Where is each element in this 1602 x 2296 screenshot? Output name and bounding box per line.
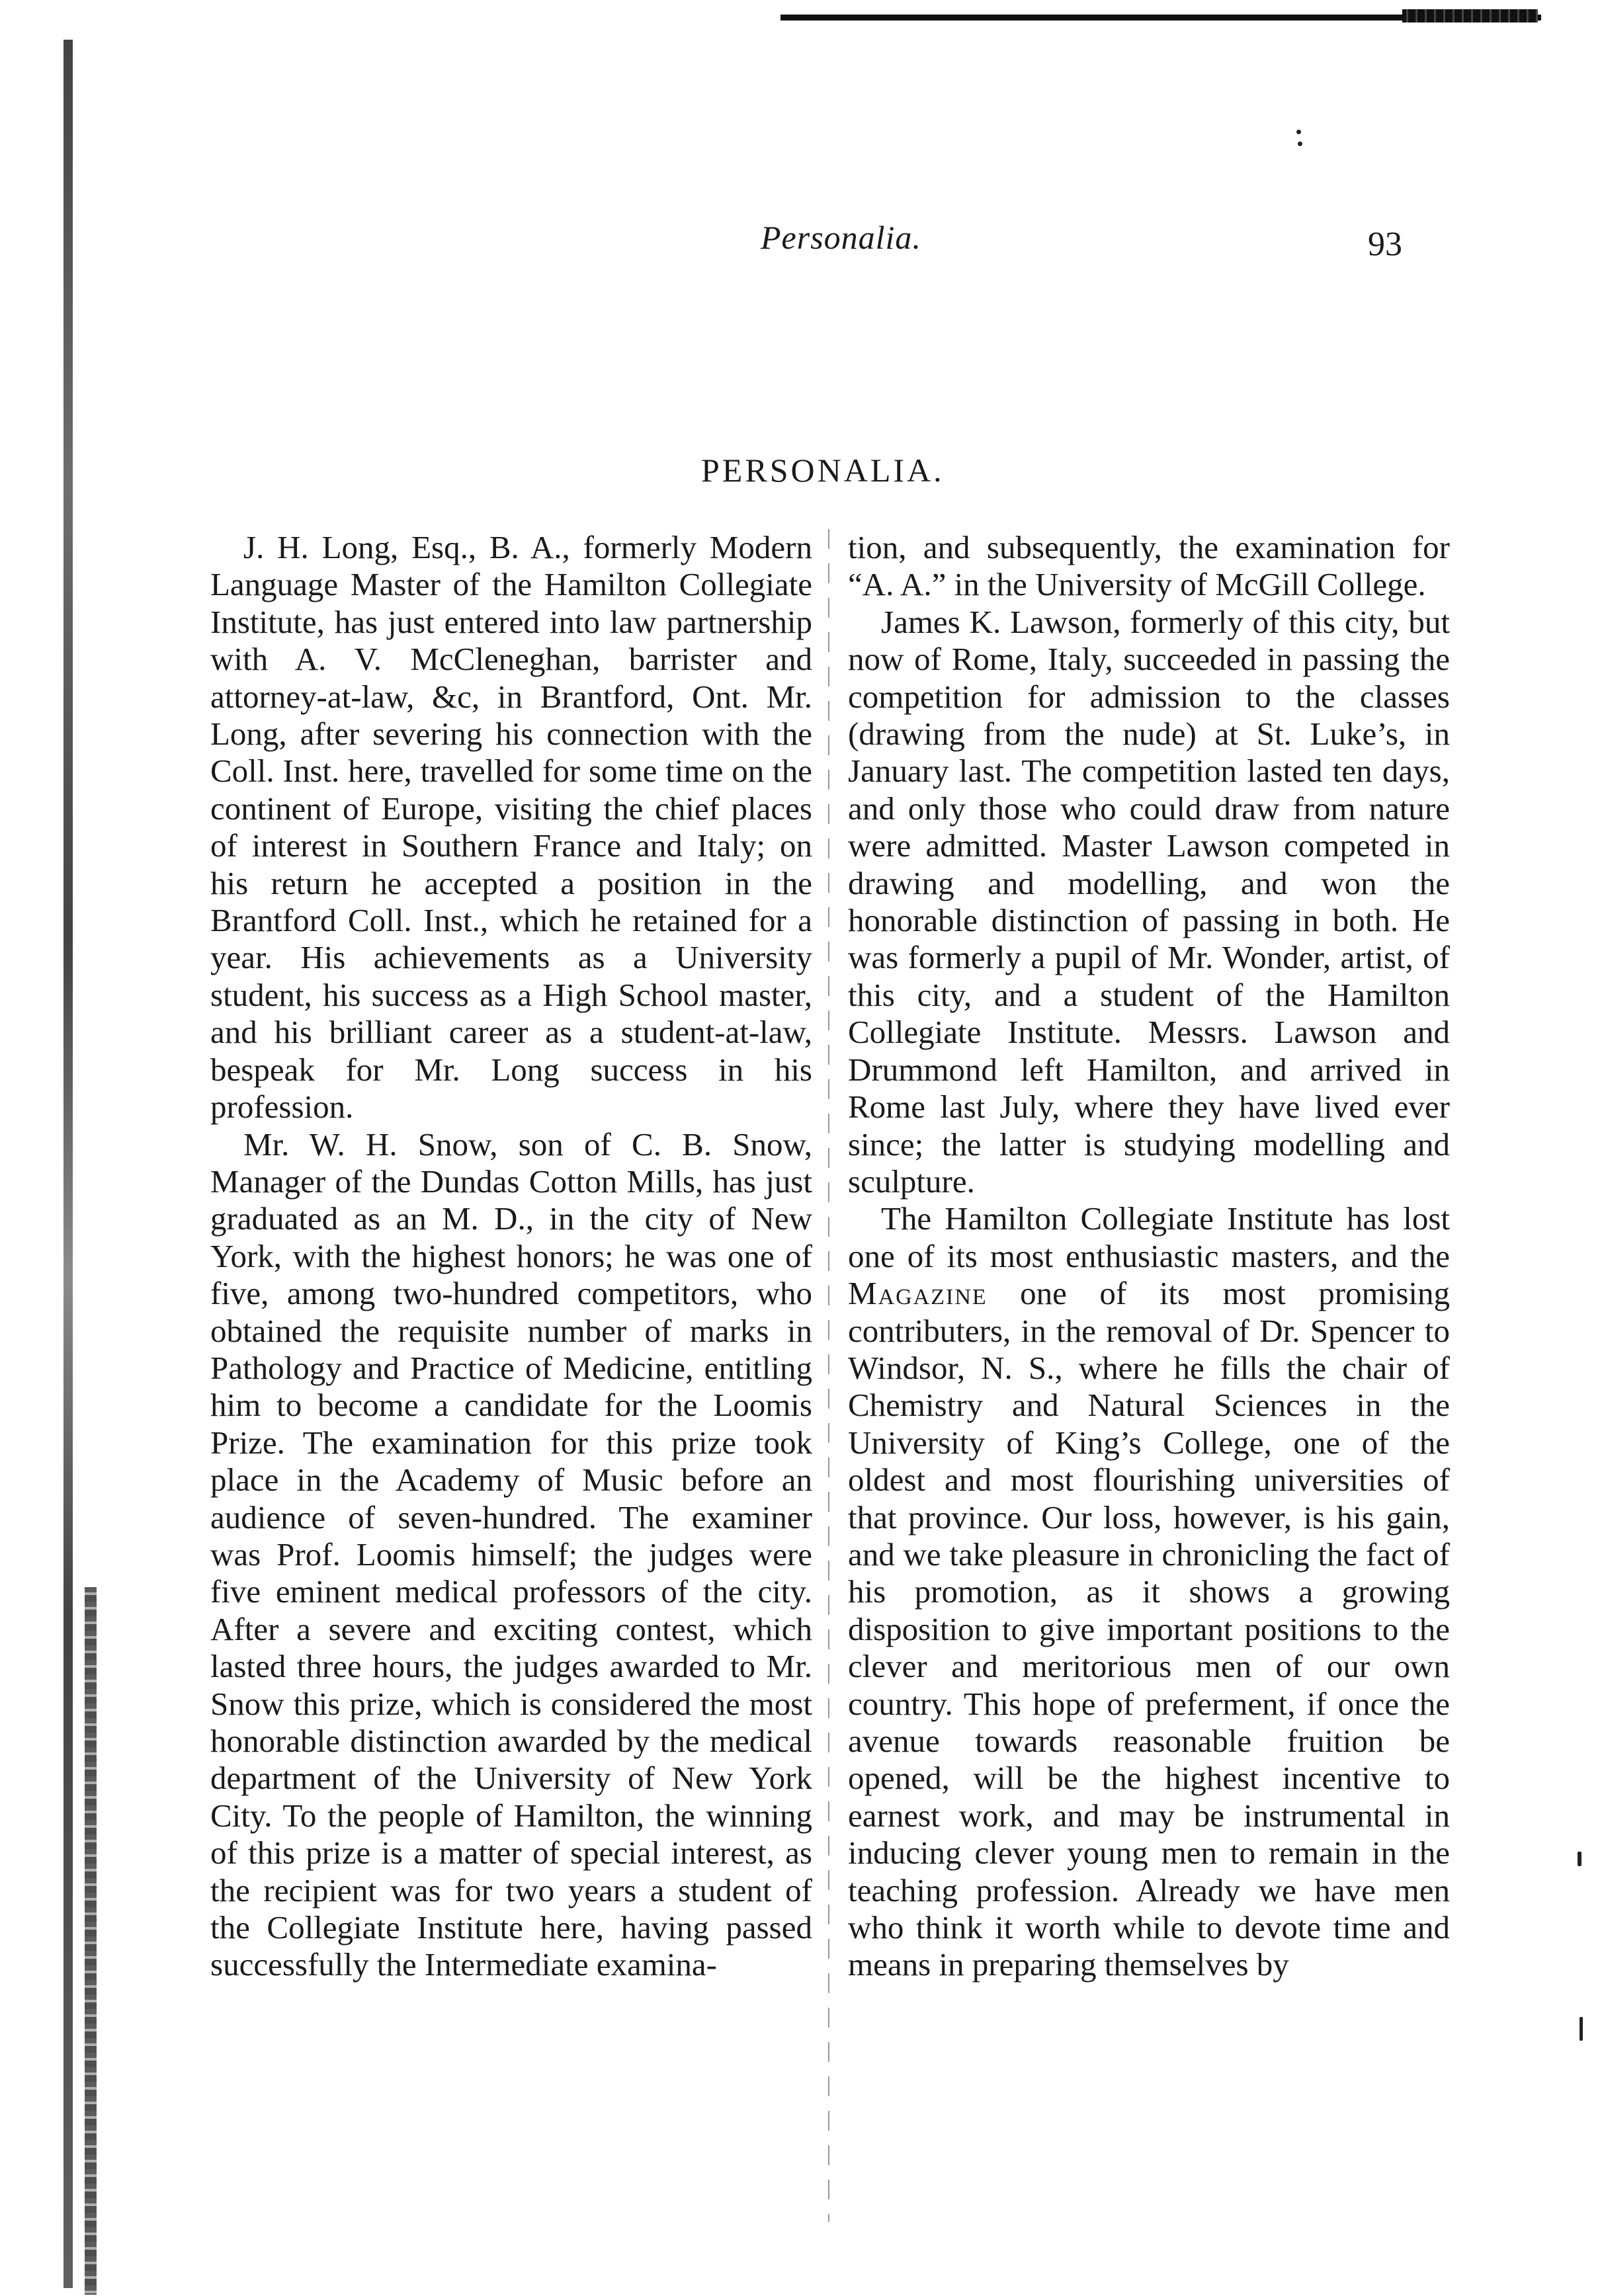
paragraph-snow: Mr. W. H. Snow, son of C. B. Snow, Manager of the Dundas Cotton Mills, has just graduated as an M. D., in the city of New York, with the highest honors; he was one of five, among two-hundred competitors, who obtained the requisite number of marks in Pathology and Practice of Medicine, entitling him to become a candidate for the Loomis Prize. The examination for this prize took place in the Academy of Music before an audience of seven-hundred. The examiner was Prof. Loomis himself; the judges were five eminent medical professors of the city. After a severe and exciting contest, which lasted three hours, the judges awarded to Mr. Snow this prize, which is considered the most honorable distinction awarded by the medical department of the University of New York City. To the people of Hamilton, the winning of this prize is a matter of special interest, as the recipient was for two years a student of the Collegiate Institute here, having passed successfully the Intermediate examina- (210, 1126, 812, 1983)
paragraph-lawson: James K. Lawson, formerly of this city, but now of Rome, Italy, succeeded in passing the competition for admission to the classes (drawing from the nude) at St. Luke’s, in January last. The competition lasted ten days, and only those who could draw from nature were admitted. Master Lawson competed in drawing and modelling, and won the honorable distinction of passing in both. He was formerly a pupil of Mr. Wonder, artist, of this city, and a student of the Hamilton Collegiate Institute. Messrs. Lawson and Drummond left Hamilton, and arrived in Rome last July, where they have lived ever since; the latter is studying modelling and sculpture. (848, 603, 1450, 1200)
scan-speck (1580, 2017, 1583, 2041)
binding-edge (63, 40, 73, 2288)
magazine-name: Magazine (848, 1275, 988, 1312)
paragraph-continuation: tion, and subsequently, the examination for “A. A.” in the University of McGill College. (848, 529, 1450, 603)
top-rule-edge (1402, 9, 1538, 22)
right-column (848, 529, 1450, 1984)
spencer-text-before: The Hamilton Collegiate Institute has lost one of its most enthusiastic masters, and the (848, 1200, 1450, 1274)
section-heading: PERSONALIA. (701, 452, 945, 489)
page-number: 93 (1368, 226, 1402, 263)
binding-edge-shadow (85, 1587, 97, 2295)
scan-speck (1578, 1852, 1581, 1866)
column-divider (828, 529, 829, 2222)
scan-speck (1298, 142, 1302, 146)
scan-speck (1296, 130, 1301, 134)
paragraph-long: J. H. Long, Esq., B. A., formerly Modern Language Master of the Hamilton Collegiate Institute, has just entered into law partnership with A. V. McCleneghan, barrister and attorney-at-law, &c, in Brantford, Ont. Mr. Long, after severing his connection with the Coll. Inst. here, travelled for some time on the continent of Europe, visiting the chief places of interest in Southern France and Italy; on his return he accepted a position in the Brantford Coll. Inst., which he retained for a year. His achievements as a University student, his success as a High School master, and his brilliant career as a student-at-law, bespeak for Mr. Long success in his profession. (210, 529, 812, 1126)
left-column (210, 529, 812, 1984)
running-title: Personalia. (761, 219, 921, 256)
paragraph-spencer (848, 1200, 1450, 1984)
spencer-text-after: one of its most promising contributers, in the removal of Dr. Spencer to Windsor, N. S., where he fills the chair of Chemistry and Natural Sciences in the University of King’s College, one of the oldest and most flourishing universities of that province. Our loss, however, is his gain, and we take pleasure in chronicling the fact of his promotion, as it shows a growing disposition to give important positions to the clever and meritorious men of our own country. This hope of preferment, if once the avenue towards reasonable fruition be opened, will be the highest incentive to earnest work, and may be instrumental in inducing clever young men to remain in the teaching profession. Already we have men who think it worth while to devote time and means in preparing themselves by (848, 1275, 1451, 1983)
